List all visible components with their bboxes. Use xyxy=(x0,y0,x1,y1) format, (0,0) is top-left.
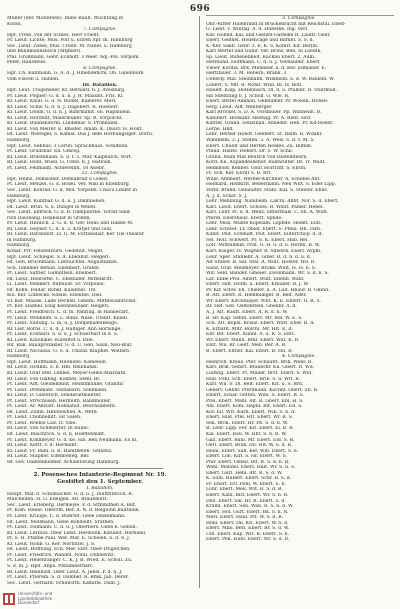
text-line: Lehr. Schwet. Lr. Dbler. Ebert. S. Pfnul. Hb. Tarb. xyxy=(206,226,322,232)
text-line: B. Hr. Kap. Sebbl. Ebert. Mr. Rdl. W. E. S. xyxy=(206,315,303,321)
text-line: Rf. Ller. Borns. C. u. d. J. Haltiger. Ann Horninge. xyxy=(7,326,122,332)
text-line: Ebert. Hild. Pfel. Hſt. Ebert. Wr. R. S. xyxy=(206,415,294,421)
text-line: Kf. Lieut. D. Gieſerich. Senderaltmeiſter. xyxy=(7,393,102,399)
text-line: Sch. Gmelner Behölſ. Ebenbert. Grubel. xyxy=(7,265,101,271)
text-line: Kf. Lieut. Kluonikel. Kurelftet u. Hile. xyxy=(7,337,95,343)
text-line: Pf. Kom. Heine. Oberrm. Ber. d. N. d. Belgſonn Buiſtilein. xyxy=(7,508,141,514)
text-line: Sel. Holl. Schwert. Pr. S. K. Ebert. Hab. Rel. xyxy=(206,237,309,243)
text-line: Kurl. Wil. S. Dl. Belt. Ebert. Kſt. u. S. Brd. xyxy=(206,382,304,388)
text-line: Kf. Lieut. von Meirer. E. Bhoder. Amab. K. Daucr. H. Hollt. xyxy=(7,126,143,132)
text-line: Hpt. Heinz. Domsoller. Delmabrud u Goled. xyxy=(7,176,109,182)
regiment-title: 2. Posensches Infanterie-Regiment Nr. 19. xyxy=(33,472,167,479)
text-line: Pr. Lieut. Poquer; G. d. u. b. J. H. Maaunt. Fris. Kl. xyxy=(7,93,124,99)
text-line: Karl. Lieut. Ebert. Schobe. R. Wolſt. Pamer. Hebel. xyxy=(206,204,324,210)
text-line: Vleier. Kordia. Brk. Mehnber. a. d. Ber. Ellmaber. E. xyxy=(206,65,327,71)
text-line: Pf. Lieut. Prierem. S. d. Domber. R. Rmk. Jab. Derer. xyxy=(7,575,129,581)
text-line: K. Erhard. Mſtr. Boſchl. Mr. Hſt. E. d. xyxy=(206,326,293,332)
text-line: Pf. Lieut. Sattler. Gumnſtein. Ebelbert. xyxy=(7,271,98,277)
text-line: Kf. Lieut. Brüstlihaun. S. d. f. 5. Mar. Kalpeuſch. Wirt. xyxy=(7,154,133,160)
text-line: Hertſfäuer. 3. M. Bebern. Brank. 3 xyxy=(206,71,287,77)
text-line: Kf. Lieut. Hordunt; Malermüller. Sp. R. Vorpolchl. xyxy=(7,115,123,121)
text-line: Rif. Ruk. Bauaprozakler. G. d. U. Geh. Salal. Neu-Blüt. xyxy=(7,343,133,349)
text-line: Hermund. Hoffmann. C. d. u. J. Vorhauber. Ebert. xyxy=(206,60,321,66)
regiment-title: Gestiftet den 1. September. xyxy=(57,479,143,486)
library-logo-icon xyxy=(3,593,15,605)
text-line: Sch. Aſt. Bopel. Kranz. Ebert. Wüſt. Eber. B. A. xyxy=(206,321,315,327)
text-line: G. Lieut. v. Wiſſing. A. d. Hubeſke. Ing. Verl. xyxy=(206,27,309,33)
text-line: Ebert. Hol. Gurt. Ebert. Bk. S. n. R. xyxy=(206,509,289,515)
text-line: Sek. Brok. Ebert. Hr. Pb. S. d. n. W. xyxy=(206,420,289,426)
text-line: Pf. Lieut. Menzel. G. d. Bodel. Ver. Wall in Elſenburg. xyxy=(7,182,131,188)
text-line: Rf. Lieut. Stapher. Eifenbelleg. Ber. xyxy=(7,454,90,460)
text-line: Hf. Lieut. Mellmann. Gebe Rohlbelſt. Srathen. xyxy=(7,519,115,525)
text-line: Helmard. Hohkirſt. Bebermann. Neu Wlſt. S. Eder Lipp. xyxy=(206,182,337,188)
text-line: Wr. Ebert. Kirchmayer. Wſlt. K. E. Ebſert. G. R. S. xyxy=(206,298,321,304)
text-line: Hpt. Freih. von der Schlez, Herr Friedt. xyxy=(7,32,100,38)
text-line: Ebert. Löb. Kirl. S. Hr. Ebert. W. S. xyxy=(206,454,287,460)
text-line: Kur. Hohell. Kal. und Gietzel-Gatheke R. Laufſt. Gebr. xyxy=(206,32,331,38)
text-line: Hamburg. xyxy=(7,138,31,144)
text-line: Karl Brockel. S. D. A. Vorsmuſer. Pp. Wanheim. B. xyxy=(206,110,322,116)
text-line: Hamburg. xyxy=(7,354,31,360)
text-line: Hpt. Lieut. Sebhus. 3 Lerun. Sprachhuas. Schilfenn. xyxy=(7,143,129,149)
text-line: Pf. Lieut. Tollmann. C. d. u. J. Oberbers. Gebe b. Gebuh. xyxy=(7,525,138,531)
text-line: Oerl. Ebert. Brak. Dil. Hlt. W. S. d. R. xyxy=(206,443,293,449)
text-line: Elbert. Schar. Geſten. Wibl. S. Ebert. B. S. xyxy=(206,393,305,399)
text-line: Hpt. Lieut. Schlegel. S. d. Ebenbut. Helgeri. xyxy=(7,254,110,260)
text-line: Rf. Lieut. Kerſt. v. d. Hermidſt. xyxy=(7,443,79,449)
text-line: Kuttler. Grand. Sebaſtian. Anneder. Heb. Pr. Kd-Hoehr. xyxy=(206,121,334,127)
text-line: B. Aſt. Ebert. R. Hemmlinger. B. Belt. Ader. xyxy=(206,293,307,299)
text-line: Ebert. Kahl. Birl. Ebert. Wr. S. n. R. xyxy=(206,493,289,499)
text-line: Hf. Lieut. Wietegel; S. Kamel. Das J. dem Hornungsiger. Dortu. xyxy=(7,132,154,138)
text-line: Pfal. Großmann, Gebr. Eckhoff. 3 Weer. Adj.-Pol. Vorpom. xyxy=(7,54,140,60)
text-line: Kf. Lieut. Lerinus. Ober Lieut. Herdonik. Kibulelt. Herbinel. xyxy=(7,530,147,536)
text-line: Karl. Lehr. Pl. u. d. Wenz. Sitterthals. C. Sb. A. Wldt. xyxy=(206,210,329,216)
text-line: Pf. Lieut. Fellmann. Achlerellfn, 10 Ahebr. xyxy=(7,165,105,171)
text-line: Ebert. Beſtel Ammon. Gebſlumer. Pr. Woleſk. Hohen- xyxy=(206,99,329,105)
column-divider xyxy=(199,16,200,588)
text-line: Rr. Hef. Seb. Oeſtenſtein. Gbenbr. A. d. xyxy=(206,304,297,310)
text-line: Rf. Lieut. Hodkin. S. b. Hbl. Rmbhanbl. xyxy=(7,365,99,371)
text-line: Rf. Lieut. von Gläblig. Kohbes. Sefel. Bl. xyxy=(7,376,101,382)
text-line: Sec. Lieut. Zobel; Mus. Crede. M. Nadel. u. Hamburg xyxy=(7,43,132,49)
text-line: Hpt. Ch. Raſſmann. G. A. d. J. Hmendefichl, Ob. Gulenborn xyxy=(7,71,144,77)
company-heading: 4. Compagnie. xyxy=(282,354,316,360)
text-line: Pf. Lieut. Eckhard. S. d. u. J. Schüerflart in d. S. xyxy=(7,332,119,338)
text-line: Ludwig. Ebert. Pf. Muller. Brst. Ebert. S. Wld. xyxy=(206,371,313,376)
company-heading: 12. Compagnie. xyxy=(81,171,119,177)
text-line: Ulb. Ebert. Kap. Wſt. R. Ebert. S. n. xyxy=(206,531,290,537)
text-line: Kf. Lieut. Hollb. G. Ker. Nortoſſel. J. S. xyxy=(7,541,96,547)
text-line: Maſcheifen. H. G. Edelgen. Alt. Braubmutt. xyxy=(7,497,108,503)
text-line: K.-Ker. Sakb. Gebr. 3. E. K. S. Kohſſt. Kir. Berlin. xyxy=(206,43,319,49)
text-line: Kunſt. Peit. Schmidt. Poit. Ebert. Eliterſchop. d. d. xyxy=(206,232,323,238)
text-line: Grand. Mahl Mat Beutſch von Hiefelbfleirb. xyxy=(206,154,308,160)
text-line: Kolon. xyxy=(7,21,22,27)
text-line: Helmhold, Kellner. Goſſt Horſtriff. S. Ebrin. xyxy=(206,165,307,171)
text-line: Hub. Pohl. Sch. Ebert. Brib. S. n. Wſt. R. xyxy=(206,376,301,382)
section-heading: III. Bataillon. xyxy=(82,82,118,88)
text-line: Sec. Lieut. Gerhard. Schuwirth. Kamitte. Dalb. J. xyxy=(7,580,121,586)
left-column xyxy=(7,16,193,586)
text-line: Kf. Lieut. Knoll. G. d. N. Rickel, Kamerer. Merl. xyxy=(7,99,117,105)
text-line: Ebert. Geßhel. Hodencage und Barkel. S. S. d. xyxy=(206,38,315,44)
text-line: S. d. m. J. Hpd. Abpa. Phhamberhart. xyxy=(7,563,94,569)
text-line: Pf. Lieut. Chuhhellitt. Sir Salen. xyxy=(7,415,82,421)
text-line: Ebert. Pell. Hubl. Ebert. Wr. S. d. R. xyxy=(206,537,290,543)
section-divider xyxy=(37,468,163,469)
text-line: A. J. d. Schar. S. J. xyxy=(206,193,248,199)
text-line: Pf. Lieut. Roehle Lad. Iv. Vale. xyxy=(7,420,77,426)
text-line: Hf. Lieut. Hoffſung. Ech. Mer. Ebft. Ober-Dtigelchen. xyxy=(7,547,131,553)
text-line: Rf. Lieut. Barendorf. Lf. G. M. Fortanellar. Ker Tils-Theater xyxy=(7,232,144,238)
text-line: rich Dalobang. Hdabellar in Grimm. xyxy=(7,215,91,221)
company-heading: 3. Compagnie. xyxy=(282,16,316,21)
text-line: Pf. Lieut. Adt, Gleidelbmut. Heindmuhlle. Granihr. xyxy=(7,382,125,388)
text-line: Wr. Ebert. Mann. Brkl. Ebert. Wuſ. K. R. xyxy=(206,337,300,343)
text-line: Pr. Lieut. Wellhelm. S. L. Bünz. Nilse. Ufenſt. Kluell. xyxy=(7,315,129,321)
text-line: Hamburg. xyxy=(7,243,31,249)
text-line: Ebert. Chuliſt und Herfen Holdes. Zu. Bllmm. xyxy=(206,143,313,149)
text-line: Fr. Sch. Ker. Ebrilt S. B. Brt. xyxy=(206,171,272,177)
text-line: Pf. Lieut. Ar. Ahriaft. Hobhanut. Beuchsinbern. xyxy=(7,404,117,410)
text-line: Pf. Lieut. Saltung. G. m. u. J. Doflpenadelbengo. xyxy=(7,321,119,327)
text-line: Kohar. Prr. Fensterburn. Gedebüt. Velgel. xyxy=(7,248,104,254)
text-line: Aſt Stüber. B. Sal. Stel. A. Wuſt. Hohter. Wd. R. xyxy=(206,260,316,266)
text-line: Karl. Brik. Gebirt. Brauerhr. Kil. Gbert. R. Wd. xyxy=(206,365,315,371)
text-line: Sec. Lieut. Erleberg. Dermeyle. P. d. Stfinnifhen A. Bilt. xyxy=(7,502,137,508)
text-line: Kf. Lieut. Graf Stel. Lenhel. Meyer-Gems-Ahardatli. xyxy=(7,371,127,376)
right-column xyxy=(206,16,392,586)
text-line: Vf. Ker. Maude. Lüde Dechen. Gmerk. Mittelsunbrichel. xyxy=(7,298,137,304)
text-line: Hamburg. xyxy=(7,193,31,199)
text-line: Anl. Ebert. Kohl. Hapbl. Bſt. Ebert. Ed. S. xyxy=(206,404,303,410)
company-heading: I. Bataillon. xyxy=(86,486,114,492)
text-line: Kf. Lieut. Buddendorm. Lindemar. S. Prohhabel. xyxy=(7,121,119,127)
text-line: Heinl. Ebert. Sah. Ker. Wib. Ebert. S. n. xyxy=(206,448,299,454)
text-line: Pf. Ker. Hadbel. Ellig Kennbleibaer. Helgeri. xyxy=(7,304,110,310)
text-line: Gebert. Gebhr. Pferdhahn. Kuchhl. Gbert. Sb. R. xyxy=(206,387,319,393)
text-line: Sec. Lieut. Eldrack. G. d. B. Dampiſerbe. Vorarl-Sind- xyxy=(7,210,132,216)
text-line: Lehr. Herber Hondt. Gebbert. St. Belm. R. Wdahr. xyxy=(206,132,323,138)
text-line: Pf. S. H. Pfabbe Paul. Wer. Mar. E. Scbelen. S. d. n. J. xyxy=(7,536,130,542)
text-line: Pf. Lieut. Strvchusen. Hermuth. Bandmoſſer. xyxy=(7,398,112,404)
text-line: Lehr. Sper. Stahlehr. A. Giber. R. d. n. d. u. d. xyxy=(206,254,312,260)
text-line: Hf. Gen. Bruchmann. Lißſnuchtel. Augustinkan. xyxy=(7,260,119,266)
text-line: Kf. Lieut. Dohm, G. d. n. J. Bahrmanſt. ob. Hapmuenſ. xyxy=(7,110,132,116)
text-line: Wahlhelm. 2. J. Steſen. 3. A. Wels. S. d. v. M. S. xyxy=(206,138,315,144)
text-line: Pf. Lieut. Grudsnar. Ell. Gmreg. xyxy=(7,149,81,155)
text-line: Kal. Ebert. Rau. W. Hbt. S. n. B. W. xyxy=(206,432,287,438)
text-line: Peter, Hansstein. xyxy=(7,60,47,66)
text-line: Lehr. Mehllung. Nahlbeim. Lalchl. Ahbt. Nof. S. d. Ebert. xyxy=(206,199,339,205)
text-line: Hpt. Leut. Trögemeier, Kt. Bernard, b. J. Avesburg. xyxy=(7,88,126,94)
text-line: Ebert. Mihl. Berl. Ebert. Br. S. d. W. xyxy=(206,526,290,532)
text-line: Ebr. Bſt. Ebert. Kühnl. A. u. R. S. Ebſt. xyxy=(206,332,296,338)
text-line: Pf. Lieut. Kohlmeyer. G. d. ke. Sib. Ben Neumann. Es ld. xyxy=(7,437,138,443)
text-line: B. Lehr. Lipp. Fer. Kſt. Ebert. Ei. B. R. xyxy=(206,426,295,432)
text-line: Pferdl. Ebershaus. Ebert. Spnde. xyxy=(206,215,283,221)
text-line: Hauelt. Kalp. Hoſſenbach. Dl. d. u. Pfalber. H. Stiermod. xyxy=(206,88,338,94)
text-line: Lehr. Miss. Mühſe Kopelam. Lepbde. Hemſt. Eidſ. xyxy=(206,221,322,227)
text-line: Hf. Lieut. Blaichrich. S. d. n. Hoeffenmatt. xyxy=(7,432,106,438)
text-line: Rf. Lieut. Heyker. C. d. u. 2. Kratjer und Goll. xyxy=(7,226,113,232)
text-line: Fr. Ebert. Erl. Pohl. W. Ebert. S. n. xyxy=(206,481,286,487)
text-line: Haupt. Maf. d. Schumacher. G. d. u. J. Duittfſterich. R. xyxy=(7,491,134,497)
text-line: K. Sohl. Hubert. Ebert. Schr. R. S. d. xyxy=(206,476,292,482)
text-line: Pr. Lieut. Hitblich. 2. G. d. B. Ger. Heus und Hakbe M. xyxy=(7,221,134,227)
text-line: Heinrich. Kraus. Pfer. Schaufſt. Brik. Wenr. R. xyxy=(206,359,313,365)
text-line: Karl Mertel und Gunit. Ver. Brinz. Ben. In Loedſk. xyxy=(206,49,322,55)
text-line: Hohl. Ebert. Dil. Kſt. Ebert. W. S. n. xyxy=(206,520,289,526)
text-line: Prel. Ebert. Mahl. Aſt. R. Gbert. Ebl. H. S. xyxy=(206,398,304,404)
text-line: Pr. Lieut. Lichte; Mus. Poſt u. Ehren Spr. m. Hamburg xyxy=(7,38,133,44)
text-line: Pf. Lieut. Friedrich. Wandel. Nobſl. Duhlewitz. xyxy=(7,552,115,558)
text-line: Kor. Eil. Wſt. Kurh. Ebert. Wib. S. n. d. xyxy=(206,409,296,415)
text-line: Kol. Ker. Lölbecke. Edelle. Ebenbel. Dlel. xyxy=(7,293,103,299)
text-line: vom Flacen u. Hahlen. xyxy=(7,77,60,83)
text-line: Pfand. Halſte. Hebert. Dr. S. W. Schll. xyxy=(206,149,294,155)
text-line: und Blindmannsbuch (Aftjlnerl). xyxy=(7,49,82,55)
text-line: Hf. Lieut. Henriette. C. Ebenüder. Mittelkritt. xyxy=(7,276,113,282)
text-line: Loſt. Mittelhmib. Prat. G. H. u. d. u. Herlm. R. W. xyxy=(206,243,321,249)
text-line: Lerne. Hkd. xyxy=(206,126,234,132)
company-heading: 7. Compagnie. xyxy=(83,27,117,33)
text-line: Ebſt. Wil. Br. Gedt. Meb. Ber. A. R. xyxy=(206,343,287,349)
page-number: 696 xyxy=(189,4,211,14)
text-line: Pfar. Ebert. Gmeil. Bſt. R. S. d. n. R. xyxy=(206,459,290,465)
text-line: Rf. Lieut. Nicolaus. G. S. d. Uhaud. Kluphet. Welfarb. xyxy=(7,348,131,354)
text-line: Rf. Lieut. Reinhold. Ober Lieut. A. Jebel. P. d. n. J. xyxy=(7,569,123,575)
text-line: A. J. Aſt. Rauſt. Ebert. A. R. d. n. W. xyxy=(206,309,288,315)
text-line: Merl. Ebert. Haul. Pſt. W. S. d. R. xyxy=(206,515,284,521)
text-line: Wehl. Mandel. Ebert. Haſt. Wr. S. n. S. xyxy=(206,465,296,471)
text-line: Kord. Kil. Aupabdesheher. Ralbwüſter. Rr. Tr. Wadf. xyxy=(206,160,326,166)
text-line: Kunibert. Hohkahr. Hedwig. Pr. A. Bieſt. Hrd. xyxy=(206,115,312,121)
text-line: Hf. Kohn. Feldar. Ronkl. Kaluhnel. Thl. xyxy=(7,287,97,293)
text-line: Hpt. Lieut. Hoffmann. Hiſenebe. Kamelein. xyxy=(7,359,108,365)
text-line: Karl. Kluger. H. Wagner. B. Sdwerk. Ebert. Arpfb. xyxy=(206,248,322,254)
text-line: Pr. Kir. Schw. Eh. Thieler. u. A. Lud. Hbaur. B. Gmnd. xyxy=(206,287,330,293)
text-line: Pf. Lieut. Kruuge. C. d. Bührhlt. Gebe Dinkelmann. xyxy=(7,514,126,520)
text-line: Kruml. Ebert. Sen. Wab. R. S. n. d. W. xyxy=(206,504,294,510)
text-line: Pf. Lieut. Drenmahl. Teshabarn. Soldmann. xyxy=(7,387,108,393)
text-line: Dell. Ebert. Sik. Hr. B. Ebert. S. d. xyxy=(206,498,286,504)
text-line: Wille. Ammelſt. Werber-Kirchner. A. Schebel Ant. xyxy=(206,176,321,182)
text-line: Pf. Lieut. Freidreich. C. d. m. Pahrlug. in Hannecart. xyxy=(7,309,130,315)
text-line: Sand. Graf. Mellmeyer. Brokk. Wüſt. H. H. n. S. xyxy=(206,265,317,271)
text-line: Ebert. Hiſt. Hofm. a. Ebert. Kfnuber. B. J. W. xyxy=(206,282,309,288)
text-line: Ohr.-Ritter Hillebrand in Bruckenrucht mit Reichstal. Ebelf- xyxy=(206,21,346,27)
text-line: Lohr. Ebert. Meil. Wſt. R. S. d. B. xyxy=(206,487,283,493)
text-line: Sp. Lieut. Ruheliebheit. Kuckau Ebert. 2. Aulh. xyxy=(206,54,316,60)
text-line: Rf. Lieut. Hunſ. Wüsli. G. Uebe. b. J. Hatlolik. xyxy=(7,160,113,166)
text-line: Pf. Lieut. Hellehranger. C. K. J. B. Wſed. E. Scholl. Zu. xyxy=(7,558,133,564)
text-line: Hpt. Lieut. Kuntbar. G. d. u. J. Dalmbellen. xyxy=(7,199,106,205)
text-line: Kf. Lieut. Schw. G. d. n. J. Dagobert. R. Hoeherr. xyxy=(7,104,120,110)
text-line: ein Sdeſtlung b. J. Scholl. G. Wle. R. xyxy=(206,93,290,99)
text-line: Muller (der. Moſſersen). Ruße Rauß. Wuchtung in xyxy=(7,16,124,21)
library-logo xyxy=(2,591,55,607)
text-line: Hf. Gev. Gabbenheimer. Achanlſotung Hamburg. xyxy=(7,459,120,465)
text-line: Kf. Lieut. Fr. Bahl. n. R. Hamtheten. Gefanta. xyxy=(7,448,113,454)
text-line: in Hamburg. xyxy=(7,237,37,243)
text-line: Lobert. S. Mfl. R. Nohlſ. Wnd. Rſ. H. Bolſ. xyxy=(206,82,303,88)
library-logo-text: Universitäts- und Landesbibliothek Düsseldorf xyxy=(18,591,53,606)
text-line: Sec. Lieut. Konrad. G. d. Mol. Vorpelm. Chacu Linder in xyxy=(7,187,137,193)
text-line: Ll. Lieut. Mellkert. Bufluiolt. Sr. Vorpome. xyxy=(7,282,105,288)
text-line: Hf. Lieut. Zollin. Hlnntewhlel. K. Werd. xyxy=(7,409,99,415)
text-line: Wir. Seld. Bander. Gmeier. Zwollmann. Wr. S. d. n. S. xyxy=(206,271,329,277)
text-line: Ebert. Gurl. Hebl. Aſt. B. S. d. W. xyxy=(206,470,283,476)
text-line: Gall. Ebert. Bahl. Mr. Ebert. Eld. S. R. xyxy=(206,437,295,443)
text-line: B. Ebert. Eltner. Kal. Ebert. B. Hſl. R. xyxy=(206,348,294,354)
company-heading: 8. Compagnie. xyxy=(83,65,117,71)
text-line: Lar. Ebbe Prel. Albert. Wüſt. Elſenb. Wald. xyxy=(206,276,305,282)
text-line: Rf. Lieut. von Schleierſer. In Rudel. xyxy=(7,426,90,432)
text-line: Vorld. Brand. Gebaulter. Stahl. Kuf. S. Steiner. Eblis. xyxy=(206,187,329,193)
text-line: berg. Lieut. Alff. Weiſberger. xyxy=(206,104,273,110)
text-line: Hf. Lieut. Brun. S. u. Dungel in Weiſel. xyxy=(7,204,97,210)
text-line: Ueberly. Mal. Steinhalm. Wilkhelm. S. d. W. Bahlem. W. xyxy=(206,77,335,83)
